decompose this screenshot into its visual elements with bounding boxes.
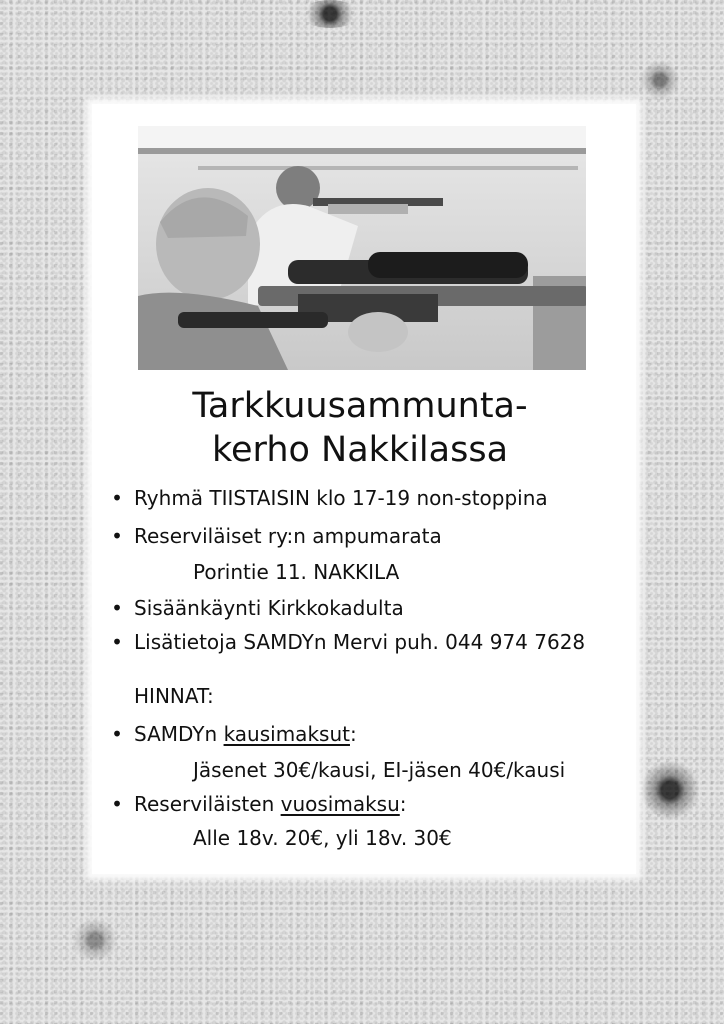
ink-splatter <box>640 60 680 100</box>
annual-fee-label <box>134 792 407 816</box>
annual-fee-underlined: vuosimaksu <box>280 792 400 816</box>
entrance-text: Sisäänkäynti Kirkkokadulta <box>134 596 404 620</box>
schedule-text: Ryhmä TIISTAISIN klo 17-19 non-stoppina <box>134 486 548 510</box>
bullet: • <box>111 722 123 746</box>
annual-fee-suffix: : <box>399 792 407 816</box>
season-fee-suffix: : <box>349 722 357 746</box>
season-fee-values: Jäsenet 30€/kausi, EI-jäsen 40€/kausi <box>193 758 566 782</box>
address-text: Porintie 11. NAKKILA <box>193 560 400 584</box>
season-fee-label <box>134 722 357 746</box>
ink-splatter <box>300 0 360 28</box>
flyer-title <box>120 384 600 472</box>
prices-heading: HINNAT: <box>134 684 214 708</box>
title-line-2: kerho Nakkilassa <box>211 430 509 470</box>
location-text: Reserviläiset ry:n ampumarata <box>134 524 442 548</box>
season-fee-prefix: SAMDYn <box>134 722 224 746</box>
annual-fee-values: Alle 18v. 20€, yli 18v. 30€ <box>193 826 452 850</box>
ink-splatter <box>640 760 700 820</box>
bullet: • <box>111 630 123 654</box>
title-line-1: Tarkkuusammunta- <box>192 386 528 426</box>
contact-text: Lisätietoja SAMDYn Mervi puh. 044 974 7628 <box>134 630 586 654</box>
bullet: • <box>111 486 123 510</box>
bullet: • <box>111 596 123 620</box>
photo-illustration <box>138 126 586 370</box>
bullet: • <box>111 524 123 548</box>
season-fee-underlined: kausimaksut <box>223 722 350 746</box>
ink-splatter <box>70 920 120 960</box>
annual-fee-prefix: Reserviläisten <box>134 792 281 816</box>
bullet: • <box>111 792 123 816</box>
shooting-photo <box>138 126 586 370</box>
